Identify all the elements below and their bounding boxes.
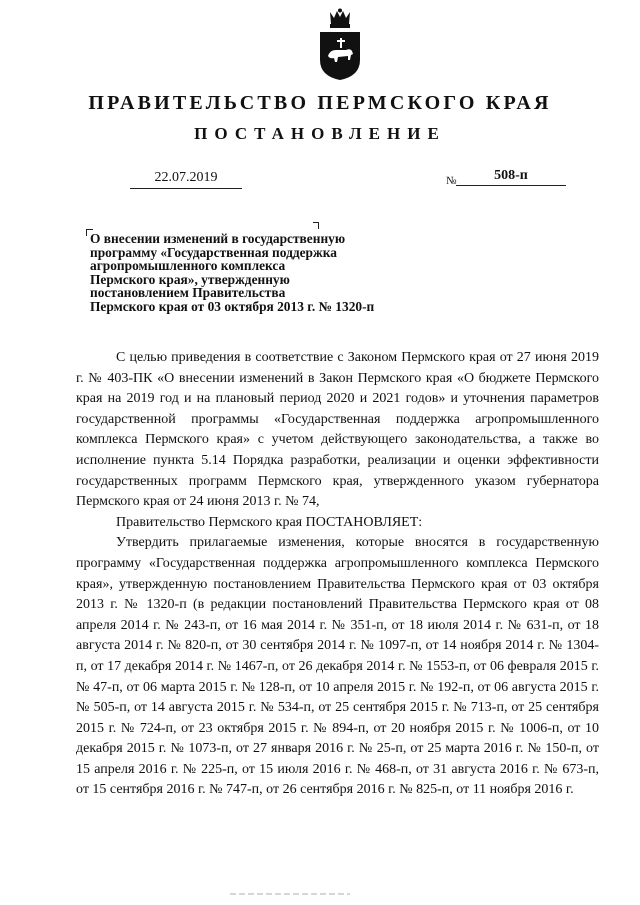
subject-line: Пермского края», утвержденную bbox=[90, 271, 290, 287]
preamble-paragraph: С целью приведения в соответствие с Законом Пермского края от 27 июня 2019 г. № 403-ПК «О внесении изменений в Закон Пермского края «О бюджете Пермского края на 2019 год и на плановый период 2020 и 2021 годов» и уточнения параметров государственной программы «Государственная поддержка агропромышленного комплекса Пермского края» с учетом действующего законодательства, а также во исполнение пункта 5.14 Порядка разработки, реализации и оценки эффективности государственных программ Пермского края, утвержденного указом губернатора Пермского края от 24 июня 2013 г. № 74, bbox=[76, 350, 599, 510]
organization-title: ПРАВИТЕЛЬСТВО ПЕРМСКОГО КРАЯ bbox=[88, 92, 552, 114]
document-number: 508-п bbox=[456, 168, 566, 186]
subject-line: постановлением Правительства bbox=[90, 285, 286, 301]
document-subject bbox=[90, 232, 374, 314]
subject-line: агропромышленного комплекса bbox=[90, 258, 286, 274]
subject-line: программу «Государственная поддержка bbox=[90, 244, 337, 260]
document-body bbox=[76, 348, 599, 801]
subject-line: О внесении изменений в государственную bbox=[90, 231, 346, 246]
decree-line: Правительство Пермского края ПОСТАНОВЛЯЕТ: bbox=[116, 514, 423, 530]
document-date: 22.07.2019 bbox=[130, 170, 242, 189]
number-sign: № bbox=[446, 175, 457, 187]
perm-krai-coat-of-arms-icon bbox=[318, 8, 362, 82]
subject-line: Пермского края от 03 октября 2013 г. № 1320-п bbox=[90, 298, 375, 314]
subject-bracket-right bbox=[313, 222, 319, 229]
scan-artifact bbox=[230, 893, 350, 895]
resolution-paragraph: Утвердить прилагаемые изменения, которые вносятся в государственную программу «Государственная поддержка агропромышленного комплекса Пермского края», утвержденную постановлением Правительства Пермского края от 03 октября 2013 г. № 1320-п (в редакции постановлений Правительства Пермского края от 08 апреля 2014 г. № 243-п, от 16 мая 2014 г. № 351-п, от 18 июля 2014 г. № 631-п, от 18 августа 2014 г. № 820-п, от 30 сентября 2014 г. № 1097-п, от 14 ноября 2014 г. № 1304-п, от 17 декабря 2014 г. № 1467-п, от 26 декабря 2014 г. № 1553-п, от 06 февраля 2015 г. № 47-п, от 06 марта 2015 г. № 128-п, от 10 апреля 2015 г. № 192-п, от 06 августа 2015 г. № 505-п, от 14 августа 2015 г. № 534-п, от 25 сентября 2015 г. № 713-п, от 25 сентября 2015 г. № 724-п, от 23 октября 2015 г. № 894-п, от 20 ноября 2015 г. № 1006-п, от 10 декабря 2015 г. № 1073-п, от 27 января 2016 г. № 25-п, от 25 марта 2016 г. № 150-п, от 15 апреля 2016 г. № 225-п, от 15 июля 2016 г. № 468-п, от 31 августа 2016 г. № 673-п, от 15 сентября 2016 г. № 747-п, от 26 сентября 2016 г. № 825-п, от 11 ноября 2016 г. bbox=[76, 535, 599, 798]
document-type: ПОСТАНОВЛЕНИЕ bbox=[194, 124, 446, 143]
